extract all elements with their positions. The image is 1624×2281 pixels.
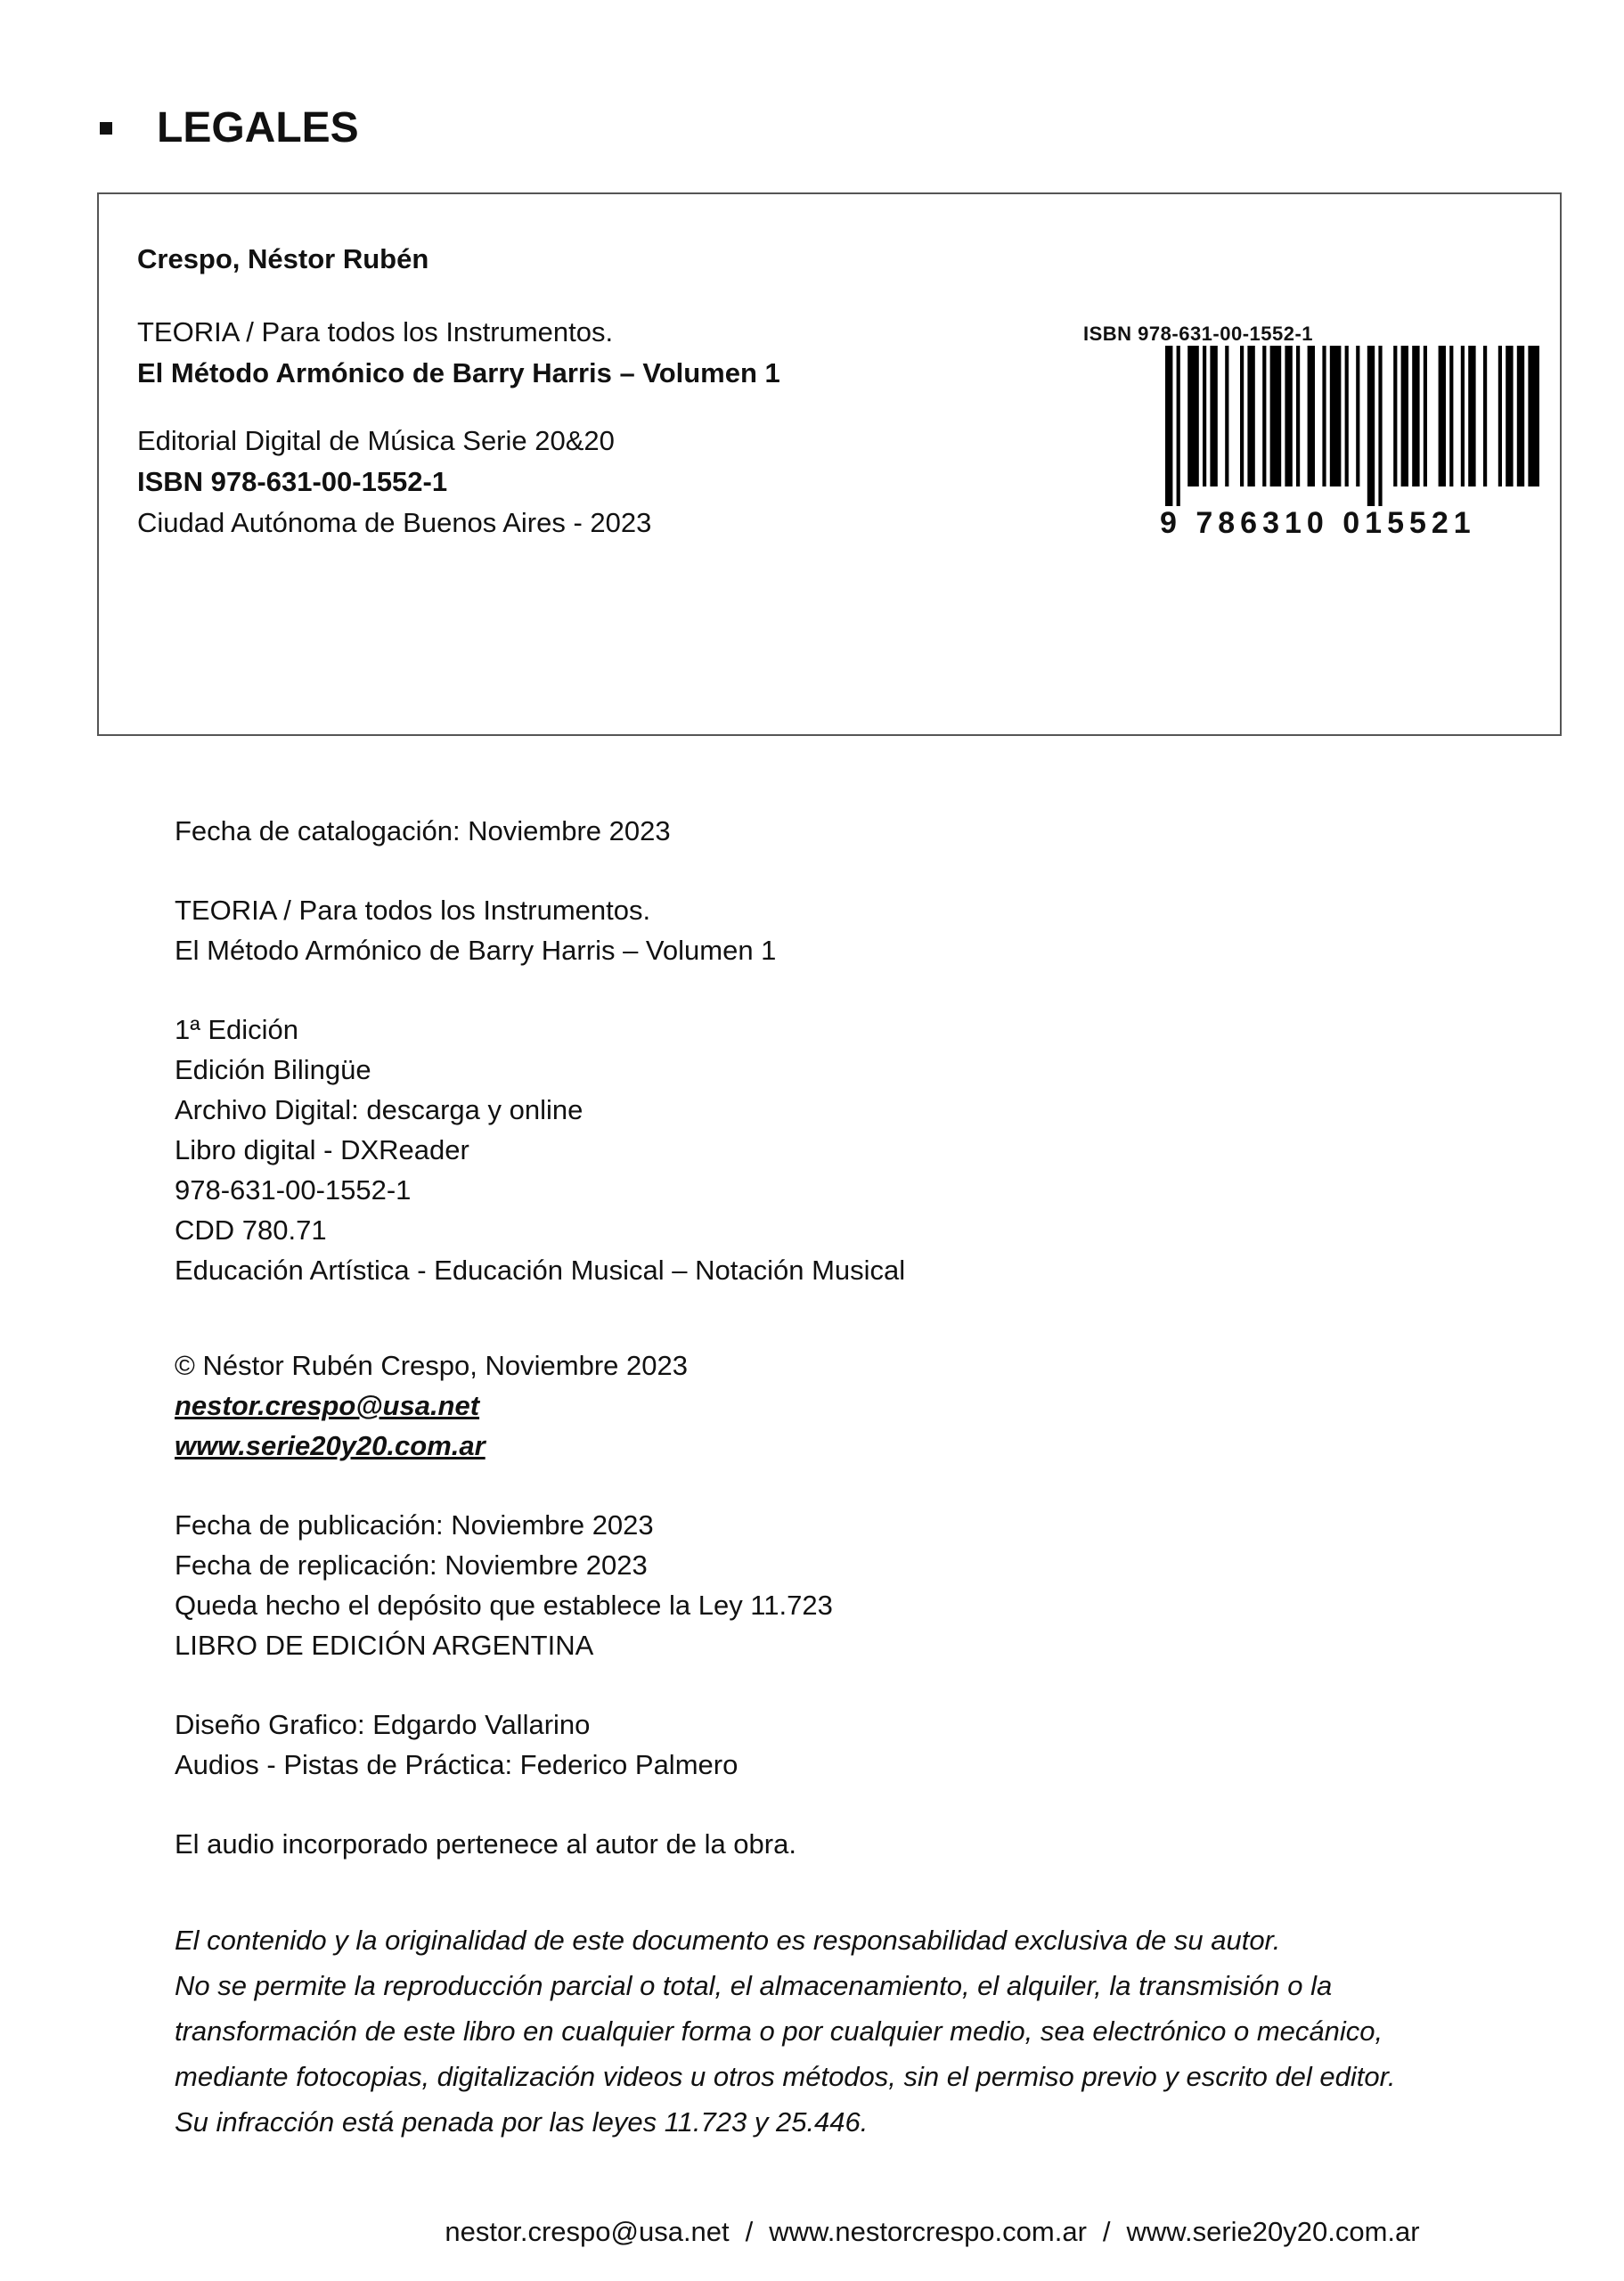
publication-line: LIBRO DE EDICIÓN ARGENTINA: [175, 1630, 594, 1661]
catalog-title: El Método Armónico de Barry Harris – Volumen 1: [175, 935, 777, 966]
isbn: ISBN 978-631-00-1552-1: [137, 466, 448, 497]
publication-line: Fecha de publicación: Noviembre 2023: [175, 1509, 654, 1541]
disclaimer-line: No se permite la reproducción parcial o total, el almacenamiento, el alquiler, la transmisión o la: [175, 1970, 1333, 2001]
barcode-bar: [1270, 346, 1282, 486]
isbn-barcode: [1165, 346, 1539, 506]
footer-separator: /: [1102, 2216, 1111, 2247]
disclaimer-line: mediante fotocopias, digitalización videos u otros métodos, sin el permiso previo y escrito del editor.: [175, 2061, 1396, 2092]
barcode-bar: [1225, 346, 1228, 486]
barcode-bar: [1187, 346, 1199, 486]
catalog-detail: CDD 780.71: [175, 1214, 327, 1246]
barcode-bar: [1424, 346, 1427, 486]
author-email-link[interactable]: nestor.crespo@usa.net: [175, 1390, 480, 1421]
barcode-bar: [1401, 346, 1408, 486]
footer-site-link[interactable]: www.nestorcrespo.com.ar: [769, 2216, 1087, 2247]
barcode-digits: 9 786310 015521: [1160, 506, 1476, 540]
barcode-bar: [1378, 346, 1382, 506]
barcode-bar: [1165, 346, 1172, 506]
barcode-bar: [1308, 346, 1315, 486]
barcode-bar: [1483, 346, 1487, 486]
barcode-bar: [1345, 346, 1349, 486]
barcode-bar: [1439, 346, 1446, 486]
credit-line: Diseño Grafico: Edgardo Vallarino: [175, 1709, 591, 1740]
legal-box-text: [137, 239, 780, 544]
copyright-notice: © Néstor Rubén Crespo, Noviembre 2023: [175, 1350, 688, 1381]
barcode-bar: [1528, 346, 1539, 486]
barcode-bar: [1247, 346, 1254, 486]
website-link[interactable]: www.serie20y20.com.ar: [175, 1430, 486, 1461]
footer-email-link[interactable]: nestor.crespo@usa.net: [445, 2216, 730, 2247]
barcode-bar: [1210, 346, 1217, 486]
publisher: Editorial Digital de Música Serie 20&20: [137, 425, 615, 456]
credit-line: Audios - Pistas de Práctica: Federico Palmero: [175, 1749, 739, 1780]
barcode-bar: [1412, 346, 1419, 486]
catalog-detail: 1ª Edición: [175, 1014, 299, 1045]
catalog-detail: Archivo Digital: descarga y online: [175, 1094, 583, 1125]
audio-note: El audio incorporado pertenece al autor de la obra.: [175, 1828, 796, 1860]
publication-line: Fecha de replicación: Noviembre 2023: [175, 1549, 648, 1581]
barcode-bar: [1506, 346, 1513, 486]
catalog-detail: Libro digital - DXReader: [175, 1134, 469, 1165]
book-title: El Método Armónico de Barry Harris – Volumen 1: [137, 357, 780, 388]
book-series-line: TEORIA / Para todos los Instrumentos.: [137, 316, 614, 347]
publication-line: Queda hecho el depósito que establece la Ley 11.723: [175, 1590, 833, 1621]
footer-separator: /: [745, 2216, 754, 2247]
barcode-bar: [1517, 346, 1524, 486]
barcode-bar: [1330, 346, 1342, 486]
catalog-series-line: TEORIA / Para todos los Instrumentos.: [175, 895, 651, 926]
page-footer: [0, 2214, 1624, 2250]
city-year: Ciudad Autónoma de Buenos Aires - 2023: [137, 507, 652, 538]
barcode-bar: [1177, 346, 1180, 506]
barcode-bar: [1285, 346, 1292, 486]
disclaimer-line: transformación de este libro en cualquier forma o por cualquier medio, sea electrónico o mecánico,: [175, 2015, 1383, 2047]
barcode-bar: [1262, 346, 1266, 486]
barcode-bar: [1461, 346, 1465, 486]
barcode-bar: [1367, 346, 1375, 506]
catalog-detail: Educación Artística - Educación Musical – Notación Musical: [175, 1255, 906, 1286]
heading-bullet-icon: [100, 122, 112, 135]
catalog-date: Fecha de catalogación: Noviembre 2023: [175, 815, 671, 846]
barcode-bar: [1296, 346, 1300, 486]
page-title: LEGALES: [157, 104, 359, 151]
catalog-section: [175, 811, 1511, 2145]
barcode-bar: [1498, 346, 1502, 486]
catalog-detail: 978-631-00-1552-1: [175, 1174, 412, 1206]
catalog-detail: Edición Bilingüe: [175, 1054, 371, 1085]
disclaimer-line: El contenido y la originalidad de este documento es responsabilidad exclusiva de su autor.: [175, 1925, 1281, 1956]
footer-site-link[interactable]: www.serie20y20.com.ar: [1126, 2216, 1420, 2247]
barcode-bar: [1240, 346, 1244, 486]
barcode-isbn-label: ISBN 978-631-00-1552-1: [1083, 323, 1314, 345]
barcode-bar: [1322, 346, 1326, 486]
disclaimer-line: Su infracción está penada por las leyes 11.723 y 25.446.: [175, 2106, 869, 2138]
author-name: Crespo, Néstor Rubén: [137, 243, 429, 274]
barcode-bar: [1356, 346, 1359, 486]
barcode-bar: [1468, 346, 1475, 486]
barcode-bar: [1393, 346, 1397, 486]
barcode-bar: [1449, 346, 1453, 486]
barcode-bar: [1203, 346, 1206, 486]
